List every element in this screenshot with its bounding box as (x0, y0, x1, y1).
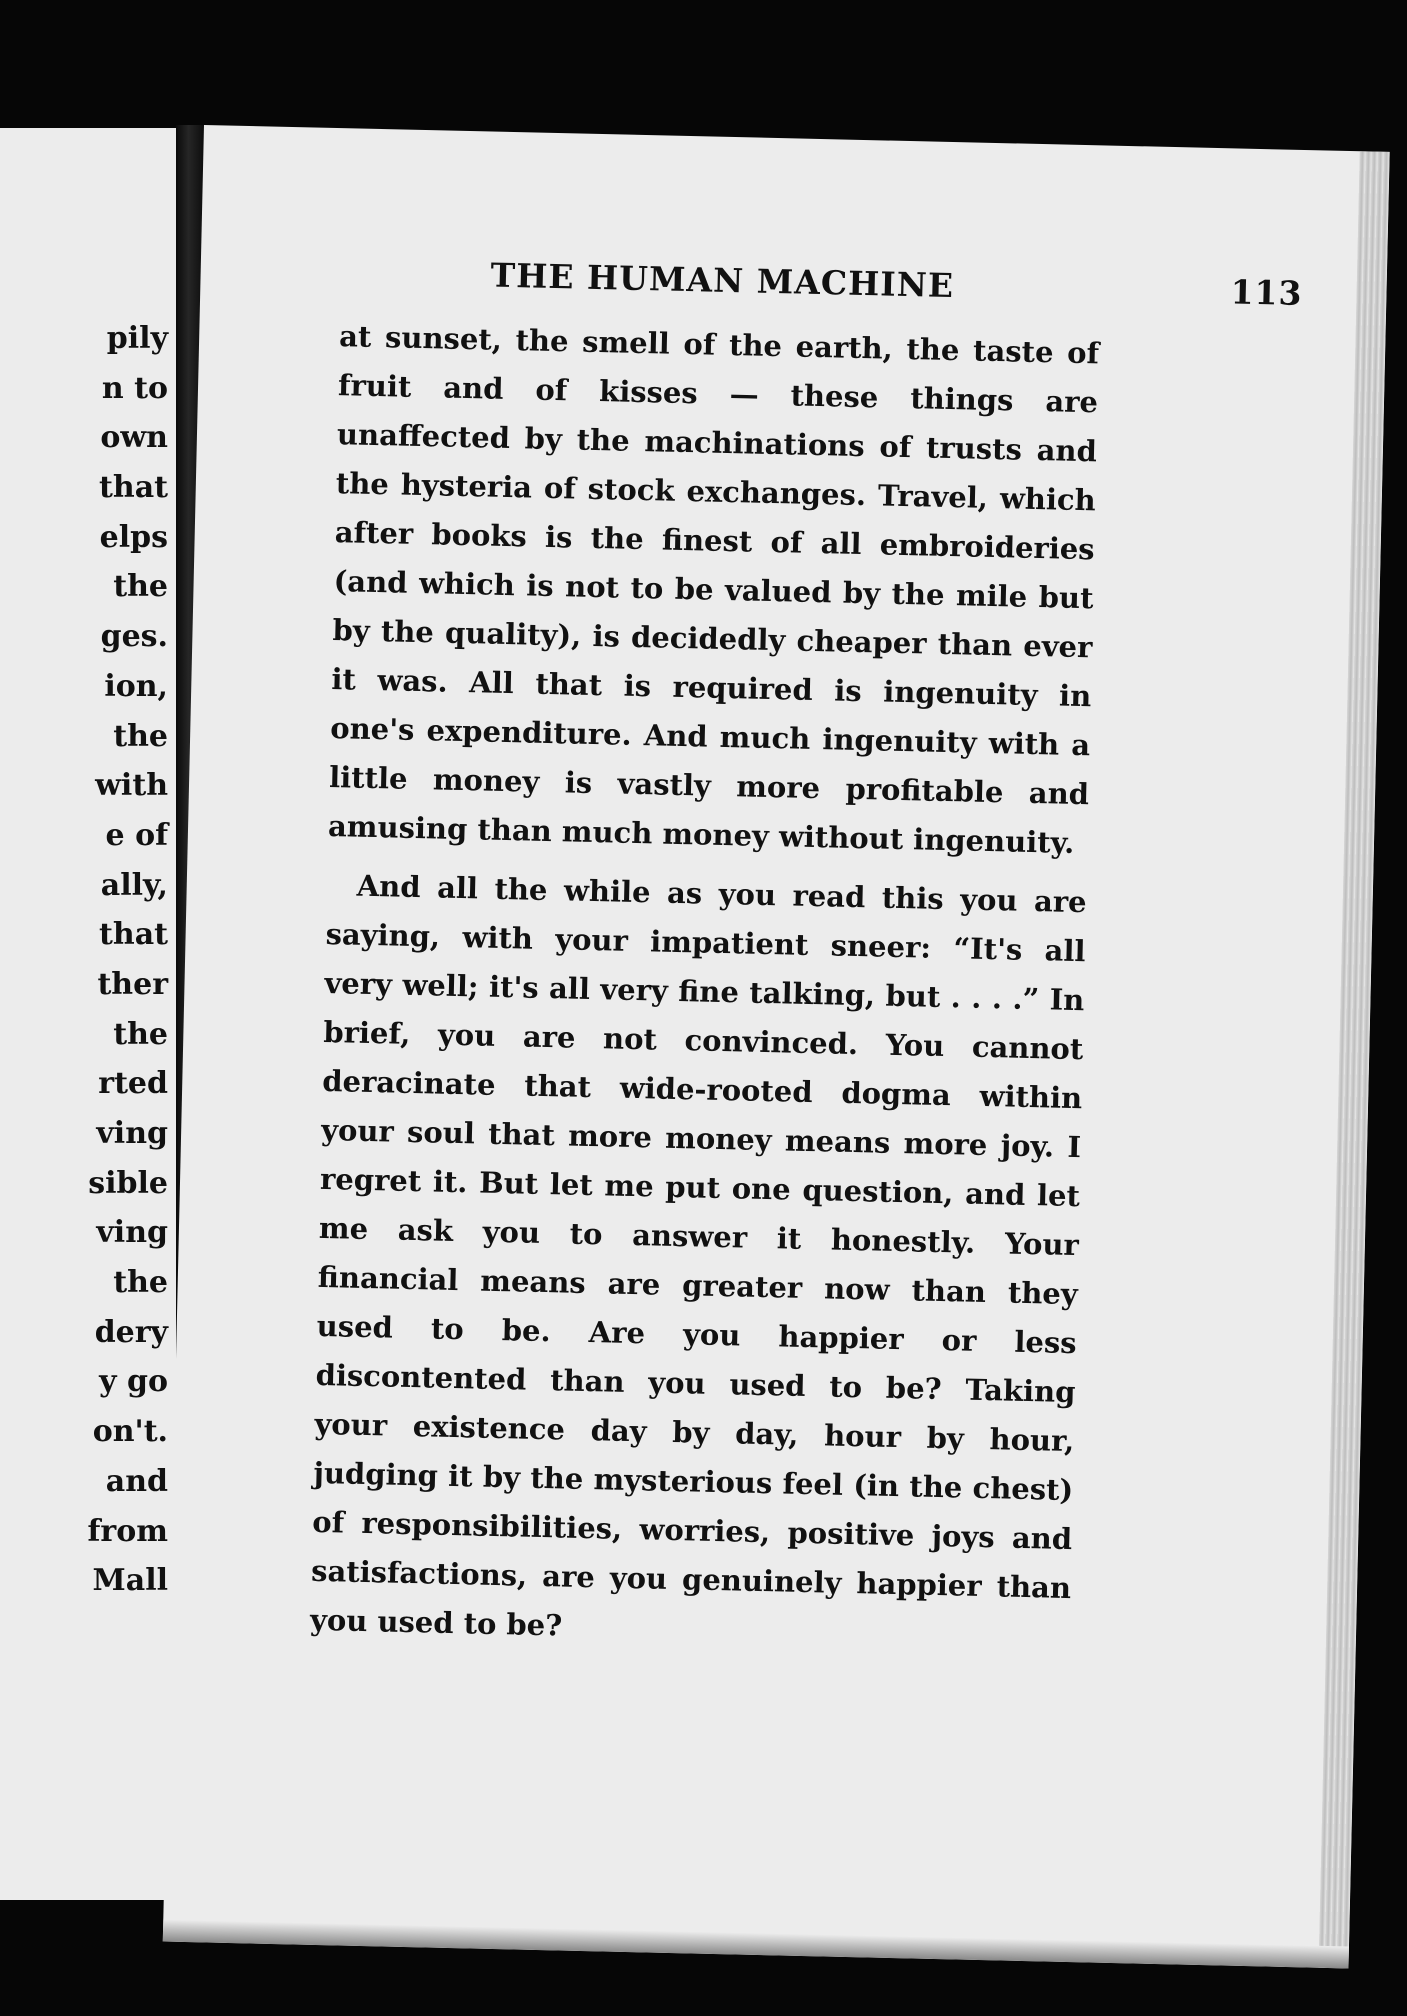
left-line: on't. (92, 1414, 168, 1450)
page-edge (1318, 151, 1389, 1968)
left-page-text (8, 314, 168, 1606)
right-page (163, 125, 1390, 1968)
left-line: ving (96, 1215, 168, 1251)
left-page (0, 128, 176, 1900)
left-line: elps (99, 519, 168, 555)
left-line: the (113, 718, 168, 754)
left-line: ion, (104, 668, 168, 704)
left-line: ving (96, 1116, 168, 1151)
left-line: rted (98, 1066, 168, 1102)
left-line: with (95, 768, 168, 804)
left-line: y go (99, 1364, 168, 1400)
left-line: and (105, 1463, 168, 1499)
left-line: ally, (100, 867, 168, 903)
left-line: that (99, 470, 168, 506)
page-number: 113 (1230, 272, 1303, 313)
body-text (310, 312, 1100, 1662)
left-line: ther (97, 966, 168, 1002)
left-line: sible (88, 1165, 168, 1201)
left-line: that (99, 917, 168, 953)
left-line: n to (101, 370, 168, 406)
left-line: Mall (92, 1563, 168, 1599)
page-header (490, 256, 1303, 313)
left-line: the (113, 1016, 168, 1052)
running-title: THE HUMAN MACHINE (490, 255, 955, 306)
paragraph-1: at sunset, the smell of the earth, the taste of fruit and of kisses — these things are unaffected by the machinations of trusts and the hysteria of stock exchanges. Travel, which after books is the finest of all embroideries (and which is not to be valued by the mile but by the quality), is decidedly cheaper than ever it was. All that is required is ingenuity in one's expenditure. And much ingenuity with a little money is vastly more profitable and amusing than much money without ingenuity. (327, 319, 1100, 860)
page-bottom-edge (163, 1920, 1349, 1969)
left-line: from (87, 1513, 168, 1549)
left-line: the (113, 1265, 168, 1301)
left-line: ges. (100, 619, 168, 655)
left-line: the (113, 569, 168, 605)
left-line: pily (106, 321, 168, 356)
left-line: own (100, 420, 168, 456)
left-line: dery (94, 1314, 168, 1350)
left-line: e of (105, 817, 168, 853)
paragraph-2: And all the while as you read this you are saying, with your impatient sneer: “It's all very well; it's all very fine talking, but . . . .” In brief, you are not convinced. You cannot deracinate that wide-rooted dogma within your soul that more money means more joy. I regret it. But let me put one question, and let me ask you to answer it honestly. Your financial means are greater now than they used to be. Are you happier or less discontented than you used to be? Taking your existence day by day, hour by hour, judging it by the mysterious feel (in the chest) of responsibilities, worries, positive joys and satisfactions, are you genuinely happier than you used to be? (309, 868, 1087, 1643)
